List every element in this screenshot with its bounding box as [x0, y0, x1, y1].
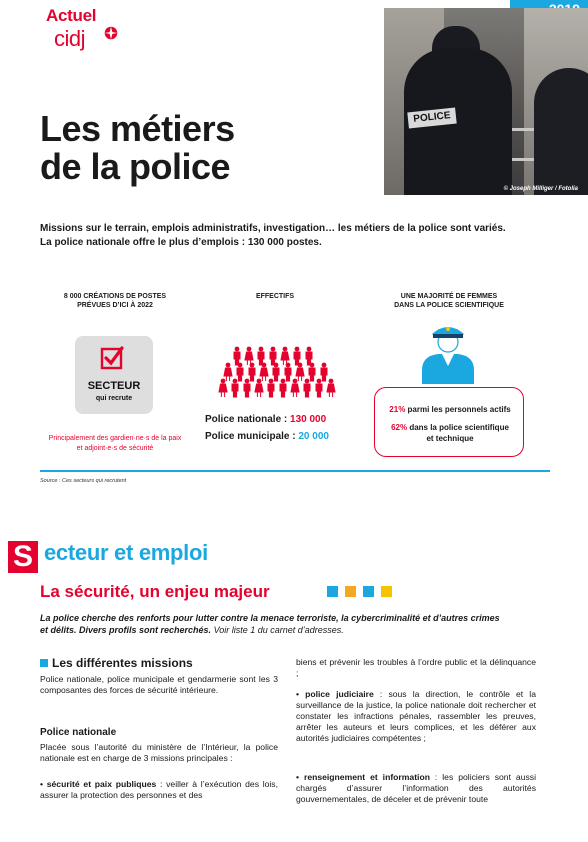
stat-scientifique — [375, 422, 525, 433]
person-icon — [306, 347, 312, 365]
intro-line-1: Missions sur le terrain, emplois administratifs, investigation… les métiers de la police sont variés. — [40, 223, 506, 234]
bullet-judiciaire-lead: • police judiciaire — [296, 689, 374, 699]
person-icon — [245, 347, 253, 365]
deco-square-3 — [363, 586, 374, 597]
person-icon — [258, 347, 264, 365]
photo-credit: © Joseph Milliger / Fotolia — [503, 186, 578, 192]
person-icon — [281, 347, 289, 365]
col1-note-line2: et adjoint·e·s de sécurité — [76, 445, 154, 452]
effectif-municipale-value: 20 000 — [298, 431, 329, 442]
logo-actuel-text: Actuel — [46, 6, 97, 25]
person-icon — [273, 363, 279, 381]
person-icon — [232, 379, 238, 397]
lede-line2 — [40, 624, 550, 636]
deco-square-1 — [327, 586, 338, 597]
person-icon — [309, 363, 315, 381]
effectif-nationale-label: Police nationale : — [205, 414, 291, 425]
intro-paragraph — [40, 222, 550, 250]
bullet-renseignement-lead: • renseignement et information — [296, 772, 430, 782]
deco-square-4 — [381, 586, 392, 597]
intro-line-2: La police nationale offre le plus d’emplois : 130 000 postes. — [40, 237, 322, 248]
section-subtitle: La sécurité, un enjeu majeur — [40, 582, 270, 601]
person-icon — [237, 363, 243, 381]
person-icon — [234, 347, 240, 365]
police-photo — [384, 8, 588, 195]
col1-note — [40, 434, 190, 454]
stat-actifs — [375, 404, 525, 415]
person-icon — [255, 379, 263, 397]
lede-line1: La police cherche des renforts pour lutter contre la menace terroriste, la cybercriminalité et d’autres crimes — [40, 613, 500, 623]
bullet-renseignement — [296, 772, 536, 805]
effectif-municipale — [205, 431, 329, 442]
bullet-securite-lead: • sécurité et paix publiques — [40, 779, 157, 789]
source-note: Source : Ces secteurs qui recrutent — [40, 478, 127, 484]
page-title — [40, 110, 235, 186]
secteur-recrute-badge — [75, 336, 153, 414]
person-icon — [244, 379, 250, 397]
person-icon — [304, 379, 310, 397]
col1-heading-line2: PRÉVUES D’ICI À 2022 — [77, 302, 153, 309]
stat-scientifique-text: dans la police scientifique — [407, 423, 509, 432]
stat-scientifique-line2: et technique — [426, 434, 474, 443]
stat-actifs-pct: 21% — [389, 405, 406, 414]
secteur-sublabel: qui recrute — [95, 395, 133, 402]
effectif-municipale-label: Police municipale : — [205, 431, 299, 442]
section-title: ecteur et emploi — [44, 540, 208, 565]
article-p2: Placée sous l’autorité du ministère de l’Intérieur, la police nationale est en charge de 3 missions principales : — [40, 742, 278, 763]
policewoman-icon — [418, 320, 478, 384]
col1-note-line1: Principalement des gardien·ne·s de la paix — [48, 435, 182, 442]
person-icon — [321, 363, 327, 381]
section-initial: S — [8, 541, 38, 573]
effectif-nationale — [205, 414, 326, 425]
section-lede — [40, 612, 550, 636]
article-p1: Police nationale, police municipale et gendarmerie sont les 3 composantes des forces de sécurité intérieure. — [40, 674, 278, 695]
police-nationale-heading: Police nationale — [40, 727, 117, 738]
person-icon — [294, 347, 300, 365]
women-stats-box — [374, 387, 524, 457]
lede-line2-bold: et délits. Divers profils sont recherchés. — [40, 625, 212, 635]
col2-heading: EFFECTIFS — [255, 293, 295, 300]
bullet-renseignement-text: : les policiers sont aussi chargés d’assurer l’information des autorités gouvernementales, de déceler et de prévenir toute — [296, 772, 536, 804]
person-icon — [224, 363, 232, 381]
person-icon — [270, 347, 276, 365]
person-icon — [327, 379, 335, 397]
bullet-securite — [40, 779, 278, 801]
article-r1: biens et prévenir les troubles à l’ordre public et la délinquance ; — [296, 657, 536, 678]
title-line-2: de la police — [40, 146, 231, 187]
bullet-securite-text: : veiller à l’exécution des lois, assurer la protection des personnes et des — [40, 779, 278, 800]
person-icon — [285, 363, 291, 381]
col1-heading — [40, 292, 190, 310]
col1-heading-line1: 8 000 CRÉATIONS DE POSTES — [63, 293, 167, 300]
secteur-label: SECTEUR — [87, 380, 141, 392]
person-icon — [316, 379, 322, 397]
actuel-cidj-logo — [46, 6, 126, 56]
col3-heading-line2: DANS LA POLICE SCIENTIFIQUE — [394, 302, 504, 309]
logo-starburst-icon — [102, 24, 120, 42]
col3-heading — [374, 292, 524, 310]
effectif-nationale-value: 130 000 — [290, 414, 327, 425]
person-icon — [291, 379, 299, 397]
missions-heading: Les différentes missions — [52, 656, 193, 670]
logo-cidj-text: cidj — [54, 26, 86, 51]
col3-heading-line1: UNE MAJORITÉ DE FEMMES — [400, 293, 498, 300]
person-icon — [268, 379, 274, 397]
bullet-judiciaire-text: : sous la direction, le contrôle et la surveillance de la justice, la police nationale doit rechercher et constater les infractions pénales, rassembler les preuves, arrêter les auteurs et leurs complices, et les déférer aux autorités judiciaires compétentes ; — [296, 689, 536, 743]
deco-square-2 — [345, 586, 356, 597]
person-icon — [219, 379, 227, 397]
checkbox-check-icon — [100, 346, 124, 370]
stat-scientifique-pct: 62% — [391, 423, 408, 432]
lede-line2-plain: Voir liste 1 du carnet d’adresses. — [211, 625, 344, 635]
title-line-1: Les métiers — [40, 108, 235, 149]
person-icon — [249, 363, 255, 381]
crowd-people-icon — [218, 344, 338, 399]
heading-square-icon — [40, 659, 48, 667]
bullet-judiciaire — [296, 689, 536, 744]
stat-actifs-text: parmi les personnels actifs — [405, 405, 511, 414]
divider — [40, 470, 550, 472]
police-patch: POLICE — [407, 108, 456, 129]
second-officer-figure — [534, 68, 588, 195]
person-icon — [280, 379, 286, 397]
